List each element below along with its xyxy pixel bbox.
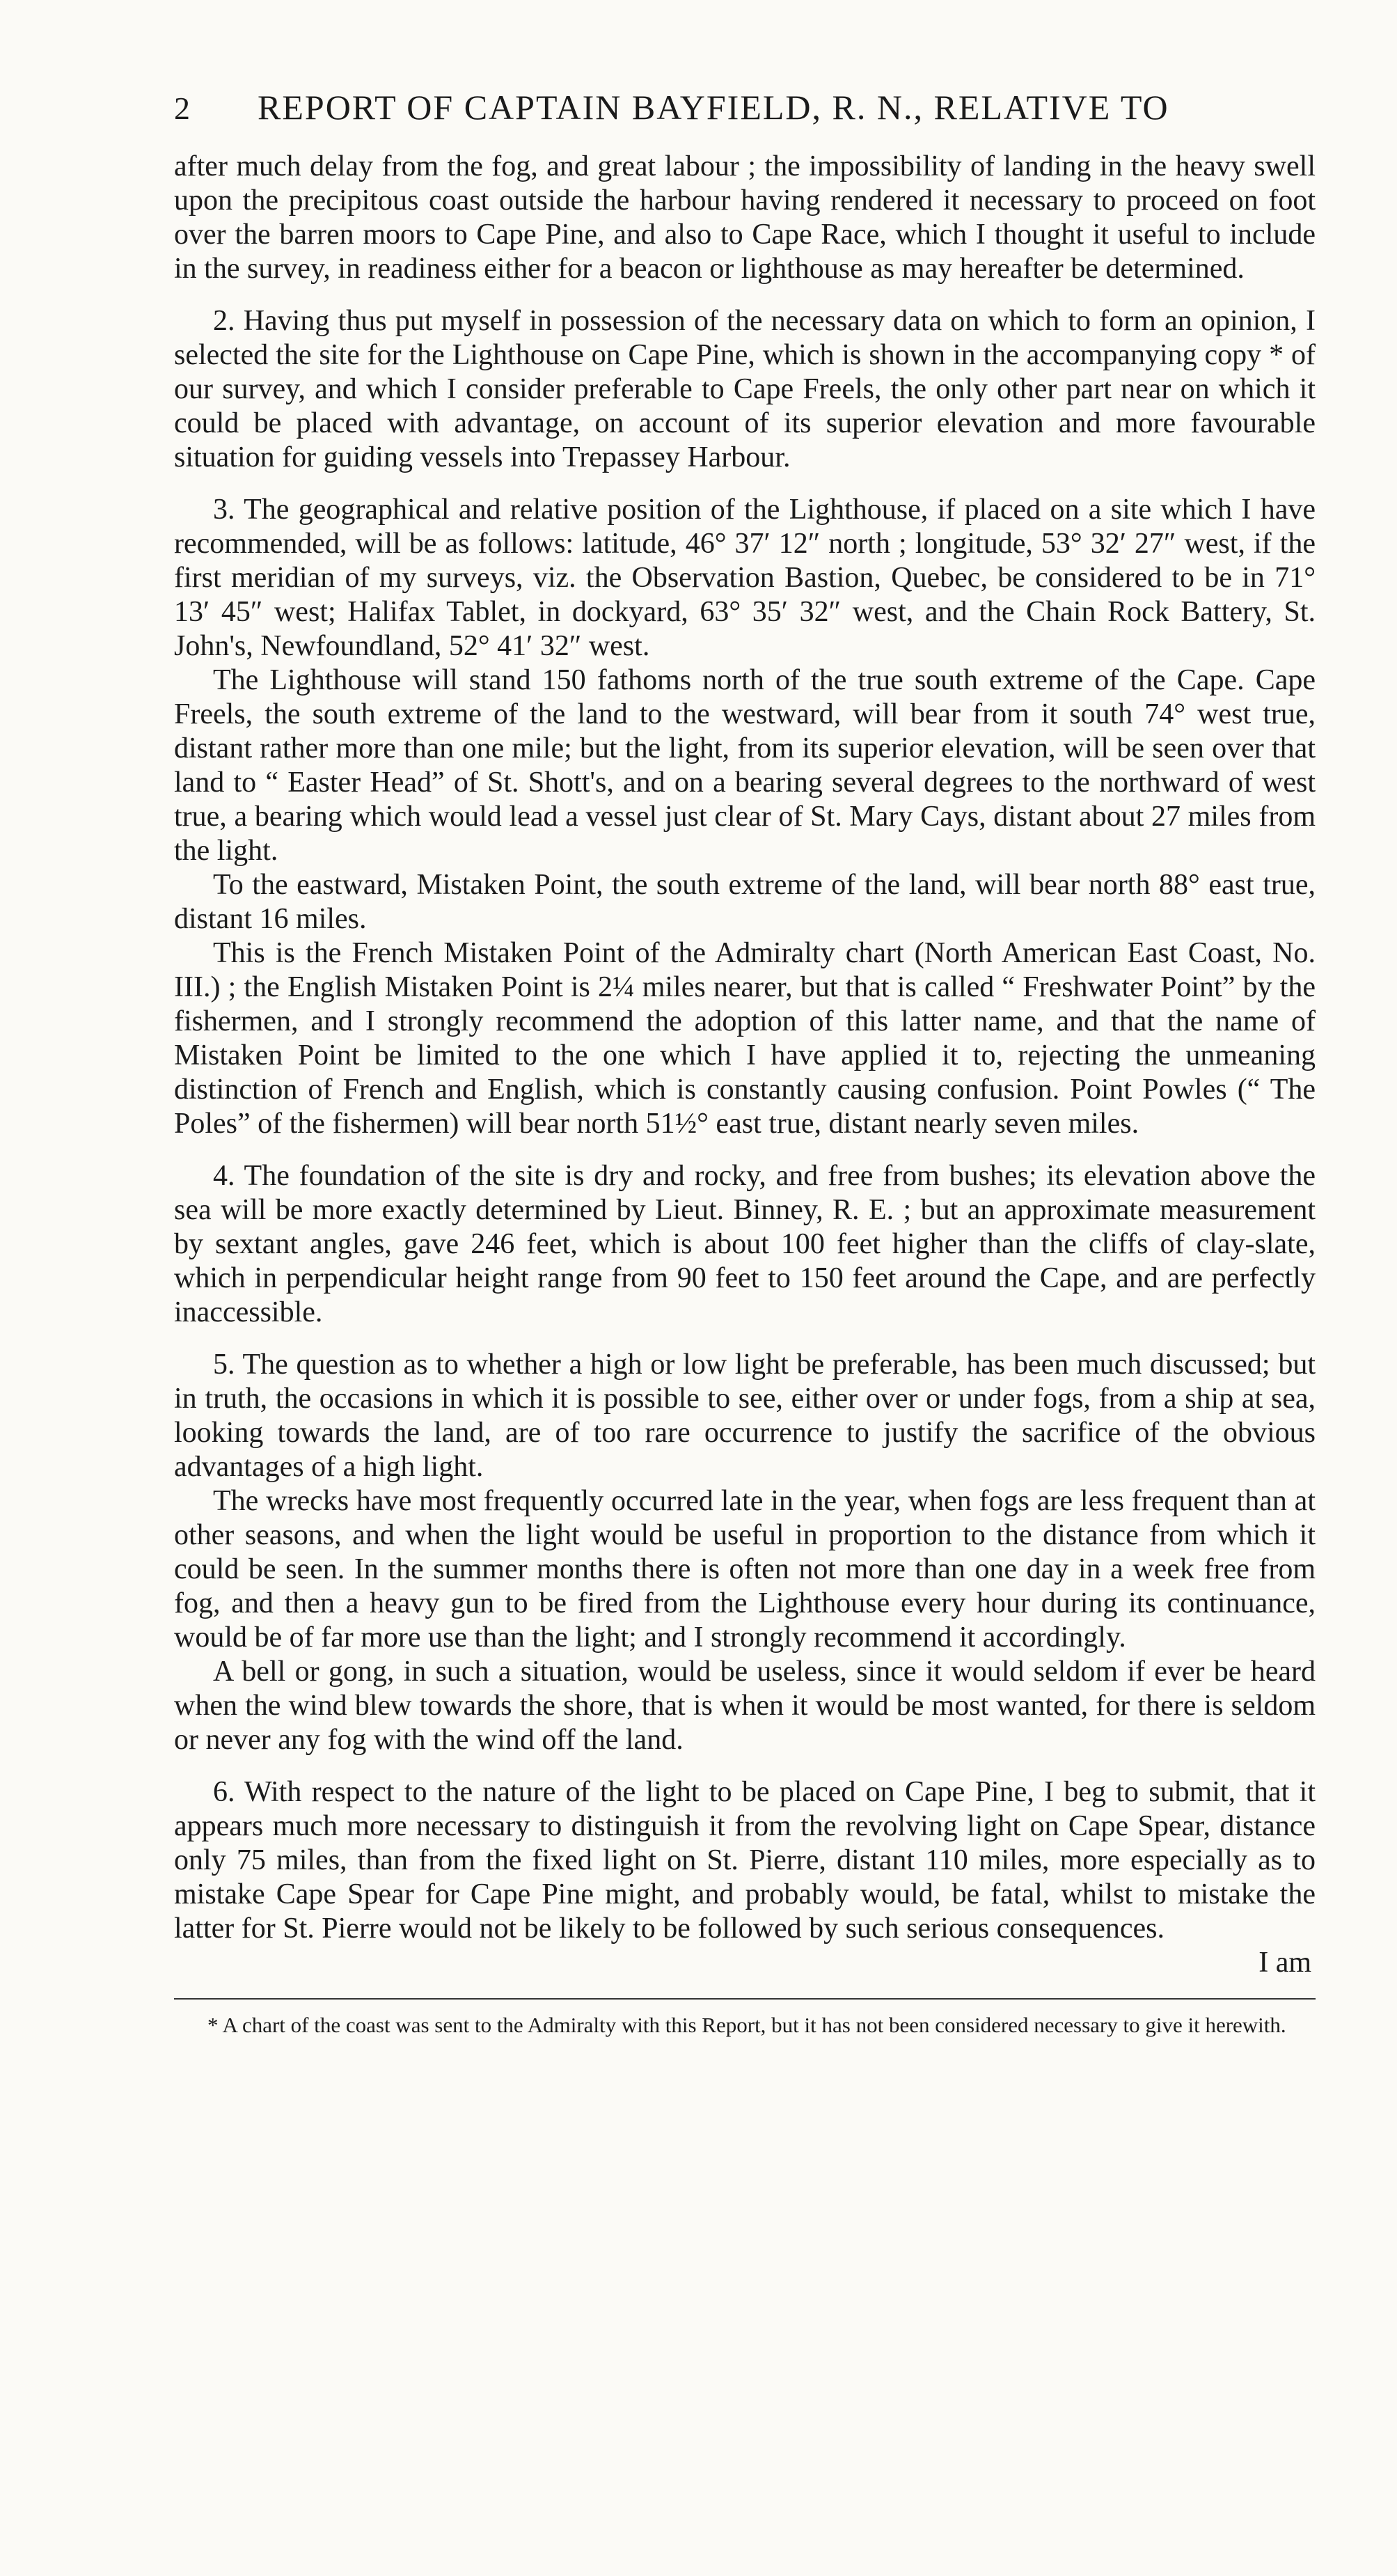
paragraph-2: 2. Having thus put myself in possession of the necessary data on which to form an opinion, I selected the site for the Lighthouse on Cape Pine, which is shown in the accompanying copy * of our survey, and which I consider preferable to Cape Freels, the only other part near on which it could be placed with advantage, on account of its superior elevation and more favourable situation for guiding vessels into Trepassey Harbour. (174, 305, 1316, 473)
page-header (174, 80, 1316, 150)
body-text (174, 150, 1316, 1946)
paragraph-french-mistaken-point: This is the French Mistaken Point of the Admiralty chart (North American East Coast, No. III.) ; the English Mistaken Point is 2¼ miles nearer, but that is called “ Freshwater Point” by the fishermen, and I strongly recommend the adoption of this latter name, and that the name of Mistaken Point be limited to the one which I have applied it to, rejecting the unmeaning distinction of French and English, which is constantly causing confusion. Point Powles (“ The Poles” of the fishermen) will bear north 51½° east true, distant nearly seven miles. (174, 937, 1316, 1140)
paragraph-continuation: after much delay from the fog, and great labour ; the impossibility of landing in the heavy swell upon the precipitous coast outside the harbour having rendered it necessary to proceed on foot over the barren moors to Cape Pine, and also to Cape Race, which I thought it useful to include in the survey, in readiness either for a beacon or lighthouse as may hereafter be determined. (174, 150, 1316, 285)
footnote: * A chart of the coast was sent to the Admiralty with this Report, but it has not been considered necessary to give it herewith. (207, 2013, 1286, 2037)
paragraph-4: 4. The foundation of the site is dry and rocky, and free from bushes; its elevation above the sea will be more exactly determined by Lieut. Binney, R. E. ; but an approximate measurement by sextant angles, gave 246 feet, which is about 100 feet higher than the cliffs of clay-slate, which in perpendicular height range from 90 feet to 150 feet around the Cape, and are perfectly inaccessible. (174, 1160, 1316, 1328)
paragraph-6: 6. With respect to the nature of the light to be placed on Cape Pine, I beg to submit, that it appears much more necessary to distinguish it from the revolving light on Cape Spear, distance only 75 miles, than from the fixed light on St. Pierre, distant 110 miles, more especially as to mistake Cape Spear for Cape Pine might, and probably would, be fatal, whilst to mistake the latter for St. Pierre would not be likely to be followed by such serious consequences. (174, 1776, 1316, 1945)
paragraph-3: 3. The geographical and relative position of the Lighthouse, if placed on a site which I have recommended, will be as follows: latitude, 46° 37′ 12″ north ; longitude, 53° 32′ 27″ west, if the first meridian of my surveys, viz. the Observation Bastion, Quebec, be considered to be in 71° 13′ 45″ west; Halifax Tablet, in dockyard, 63° 35′ 32″ west, and the Chain Rock Battery, St. John's, Newfoundland, 52° 41′ 32″ west. (174, 494, 1316, 662)
paragraph-mistaken-point: To the eastward, Mistaken Point, the south extreme of the land, will bear north 88° east true, distant 16 miles. (174, 869, 1316, 935)
paragraph-wrecks: The wrecks have most frequently occurred late in the year, when fogs are less frequent than at other seasons, and when the light would be useful in proportion to the distance from which it could be seen. In the summer months there is often not more than one day in a week free from fog, and then a heavy gun to be fired from the Lighthouse every hour during its continuance, would be of far more use than the light; and I strongly recommend it accordingly. (174, 1485, 1316, 1654)
document-page (174, 80, 1316, 2060)
closing-catchword: I am (1258, 1947, 1311, 1979)
paragraph-lighthouse-position: The Lighthouse will stand 150 fathoms north of the true south extreme of the Cape. Cape Freels, the south extreme of the land to the westward, will bear from it south 74° west true, distant rather more than one mile; but the light, from its superior elevation, will be seen over that land to “ Easter Head” of St. Shott's, and on a bearing several degrees to the northward of west true, a bearing which would lead a vessel just clear of St. Mary Cays, distant about 27 miles from the light. (174, 664, 1316, 867)
page-number: 2 (174, 91, 191, 126)
paragraph-bell-or-gong: A bell or gong, in such a situation, would be useless, since it would seldom if ever be heard when the wind blew towards the shore, that is when it would be most wanted, for there is seldom or never any fog with the wind off the land. (174, 1656, 1316, 1756)
footnote-divider (174, 1998, 1316, 2000)
running-head: REPORT OF CAPTAIN BAYFIELD, R. N., RELATIVE TO (258, 88, 1169, 127)
paragraph-5: 5. The question as to whether a high or low light be preferable, has been much discussed; but in truth, the occasions in which it is possible to see, either over or under fogs, from a ship at sea, looking towards the land, are of too rare occurrence to justify the sacrifice of the obvious advantages of a high light. (174, 1349, 1316, 1483)
